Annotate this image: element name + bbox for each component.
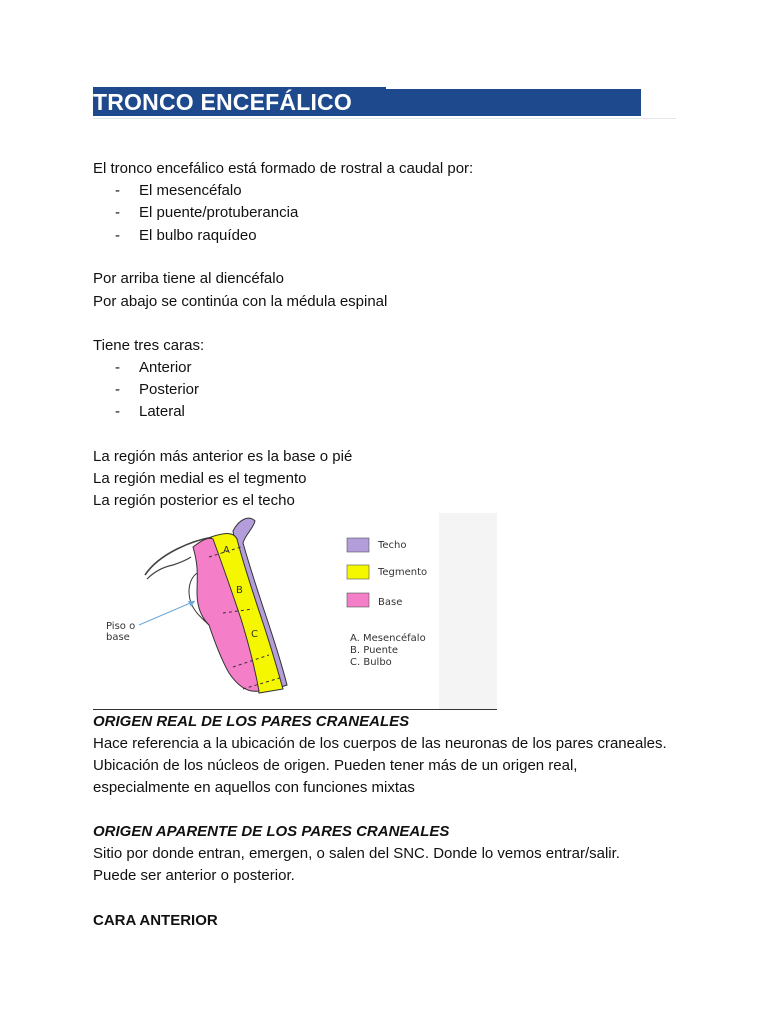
document-title: TRONCO ENCEFÁLICO: [93, 89, 352, 115]
paragraph-line: Puede ser anterior o posterior.: [93, 867, 295, 884]
paragraph-line: Sitio por donde entran, emergen, o salen del SNC. Donde lo vemos entrar/salir.: [93, 845, 620, 862]
key-line: B. Puente: [350, 645, 398, 656]
intro-paragraph: El tronco encefálico está formado de rostral a caudal por:: [93, 160, 474, 177]
section-heading: ORIGEN REAL DE LOS PARES CRANEALES: [93, 713, 410, 730]
above-text: Por arriba tiene al diencéfalo: [93, 270, 284, 287]
list-item: - Anterior: [115, 359, 192, 376]
faces-intro: Tiene tres caras:: [93, 337, 205, 354]
key-line: C. Bulbo: [350, 657, 392, 668]
letter-c: C: [251, 629, 258, 640]
section-heading: ORIGEN APARENTE DE LOS PARES CRANEALES: [93, 823, 450, 840]
letter-b: B: [236, 585, 243, 596]
legend-swatch-techo: [347, 538, 369, 552]
legend-label: Tegmento: [378, 567, 428, 578]
region-line: La región más anterior es la base o pié: [93, 448, 353, 465]
title-rule: [93, 118, 676, 119]
section-heading: CARA ANTERIOR: [93, 912, 218, 929]
brainstem-diagram: [93, 513, 497, 709]
region-line: La región medial es el tegmento: [93, 470, 307, 487]
legend-label: Base: [378, 597, 403, 608]
region-line: La región posterior es el techo: [93, 492, 295, 509]
list-item: - Lateral: [115, 403, 185, 420]
legend-swatch-tegmento: [347, 565, 369, 579]
floor-label: base: [106, 632, 130, 643]
below-text: Por abajo se continúa con la médula espinal: [93, 293, 388, 310]
paragraph-line: Hace referencia a la ubicación de los cuerpos de las neuronas de los pares craneales.: [93, 735, 667, 752]
paragraph-line: Ubicación de los núcleos de origen. Pueden tener más de un origen real,: [93, 757, 578, 774]
key-line: A. Mesencéfalo: [350, 633, 426, 644]
floor-label: Piso o: [106, 621, 136, 632]
paragraph-line: especialmente en aquellos con funciones mixtas: [93, 779, 415, 796]
list-item: - El puente/protuberancia: [115, 204, 299, 221]
list-item: - El mesencéfalo: [115, 182, 242, 199]
legend-swatch-base: [347, 593, 369, 607]
list-item: - Posterior: [115, 381, 200, 398]
legend-label: Techo: [378, 540, 407, 551]
letter-a: A: [223, 545, 230, 556]
figure-rule: [93, 709, 497, 710]
list-item: - El bulbo raquídeo: [115, 227, 257, 244]
